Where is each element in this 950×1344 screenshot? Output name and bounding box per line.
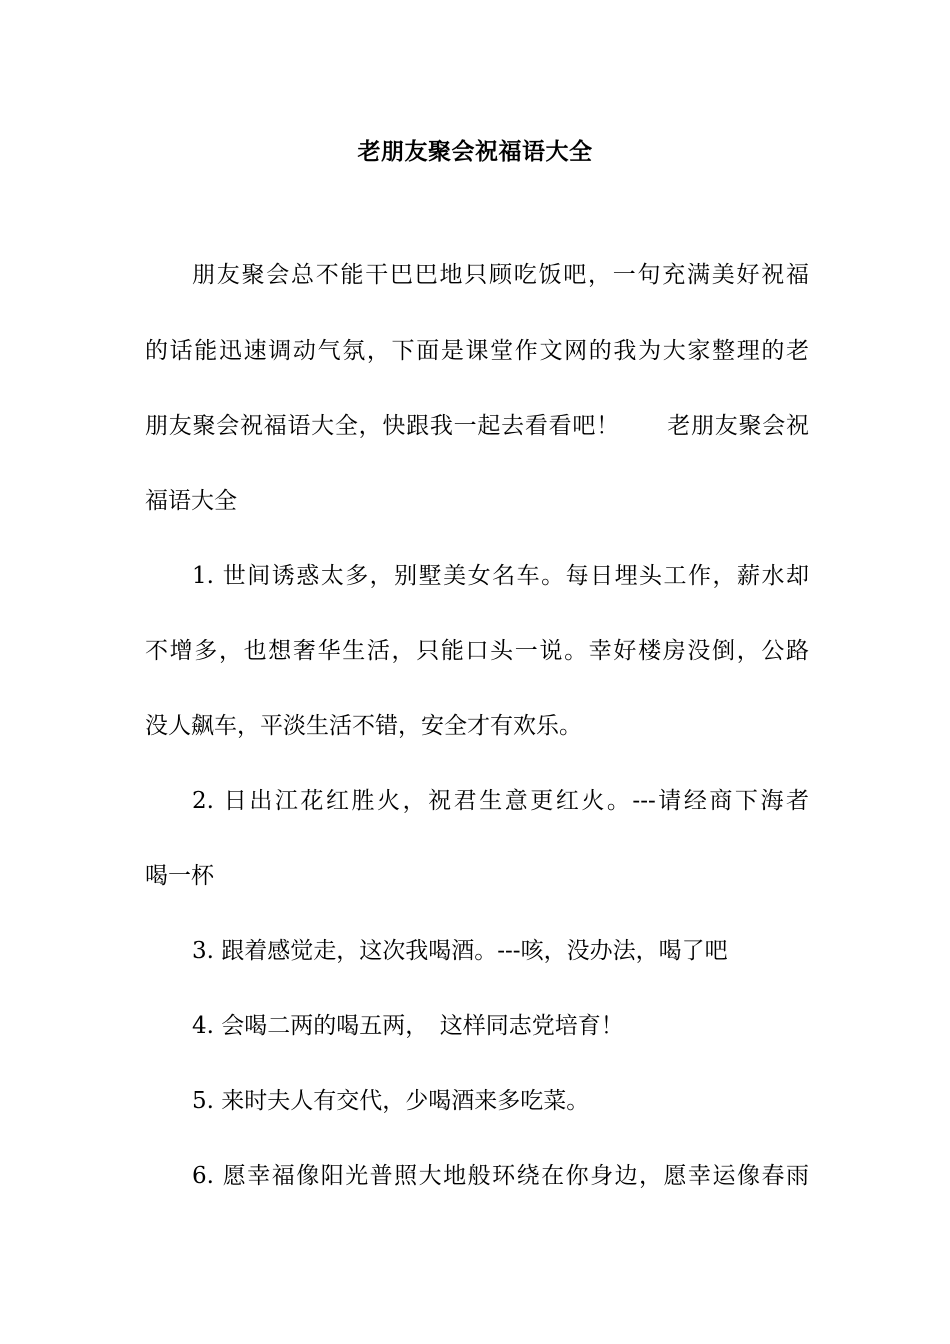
list-item-line: 2. 日出江花红胜火，祝君生意更红火。---请经商下海者 [192,788,809,814]
list-item-line: 喝一杯 [145,863,214,889]
list-item-line: 5. 来时夫人有交代，少喝酒来多吃菜。 [192,1088,590,1114]
list-item-line: 4. 会喝二两的喝五两， 这样同志党培育！ [192,1013,624,1039]
list-item-line: 6. 愿幸福像阳光普照大地般环绕在你身边，愿幸运像春雨 [192,1163,809,1189]
list-item-line: 不增多，也想奢华生活，只能口头一说。幸好楼房没倒，公路 [145,638,809,664]
document-title: 老朋友聚会祝福语大全 [357,139,593,165]
paragraph-line: 朋友聚会祝福语大全，快跟我一起去看看吧！ 老朋友聚会祝 [145,413,809,439]
list-item-line: 没人飙车，平淡生活不错，安全才有欢乐。 [145,713,582,739]
paragraph-line: 的话能迅速调动气氛，下面是课堂作文网的我为大家整理的老 [145,338,809,364]
list-item-line: 1. 世间诱惑太多，别墅美女名车。每日埋头工作，薪水却 [192,563,809,589]
list-item-line: 3. 跟着感觉走，这次我喝酒。---咳，没办法，喝了吧 [192,938,728,964]
paragraph-line: 朋友聚会总不能干巴巴地只顾吃饭吧，一句充满美好祝福 [192,262,809,288]
paragraph-line: 福语大全 [145,488,237,514]
